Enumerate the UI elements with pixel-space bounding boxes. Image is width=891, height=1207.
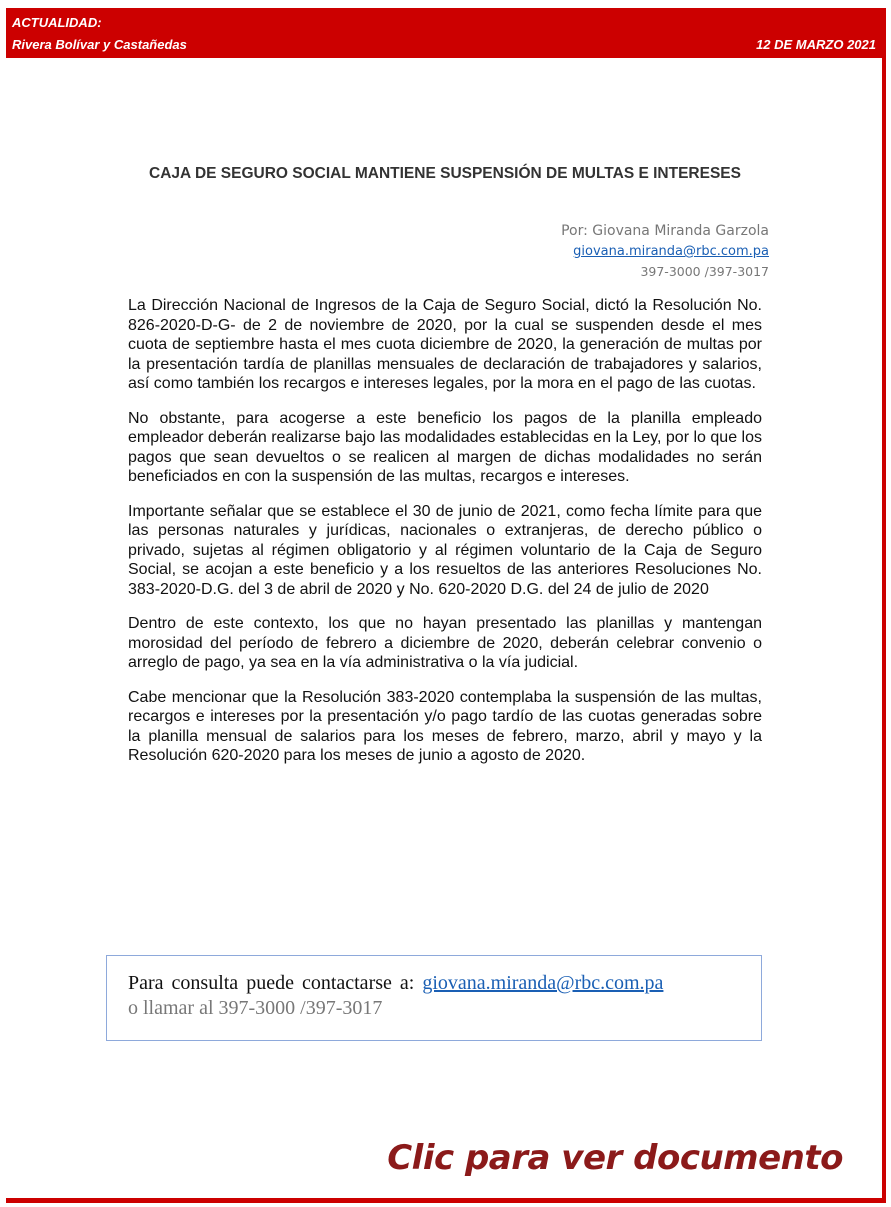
article-title: CAJA DE SEGURO SOCIAL MANTIENE SUSPENSIÓN DE MULTAS E INTERESES <box>149 165 741 182</box>
header-banner <box>6 8 886 58</box>
byline-email-link[interactable]: giovana.miranda@rbc.com.pa <box>573 244 769 259</box>
page-top-margin <box>0 0 891 7</box>
contact-box <box>106 955 762 1041</box>
contact-phone: o llamar al 397-3000 /397-3017 <box>128 997 383 1019</box>
right-border <box>882 58 886 1201</box>
article-body <box>128 296 762 781</box>
paragraph: Importante señalar que se establece el 30 de junio de 2021, como fecha límite para que las personas naturales y jurídicas, nacionales o extranjeras, de derecho público o privado, sujetas al régimen obligatorio y al régimen voluntario de la Caja de Seguro Social, se acojan a este beneficio y a los resueltos de las anteriores Resoluciones No. 383-2020-D.G. del 3 de abril de 2020 y No. 620-2020 D.G. del 24 de julio de 2020 <box>128 502 762 598</box>
publication-date: 12 DE MARZO 2021 <box>756 37 876 52</box>
view-document-link[interactable]: Clic para ver documento <box>387 1138 843 1178</box>
paragraph: Cabe mencionar que la Resolución 383-2020 contemplaba la suspensión de las multas, recargos e intereses por la presentación y/o pago tardío de las cuotas generadas sobre la planilla mensual de salarios para los meses de febrero, marzo, abril y mayo y la Resolución 620-2020 para los meses de junio a agosto de 2020. <box>128 688 762 764</box>
bottom-border <box>6 1198 886 1203</box>
byline-phone: 397-3000 /397-3017 <box>640 264 769 279</box>
paragraph: Dentro de este contexto, los que no hayan presentado las planillas y mantengan morosidad del período de febrero a diciembre de 2020, deberán celebrar convenio o arreglo de pago, ya sea en la vía administrativa o la vía judicial. <box>128 615 762 671</box>
contact-line <box>128 971 764 996</box>
paragraph: No obstante, para acogerse a este beneficio los pagos de la planilla empleado empleador deberán realizarse bajo las modalidades establecidas en la Ley, por lo que los pagos que sean devueltos o se realicen al margen de dichas modalidades no serán beneficiados en con la suspensión de las multas, recargos e intereses. <box>128 409 762 485</box>
byline-author: Por: Giovana Miranda Garzola <box>561 223 769 239</box>
firm-name: Rivera Bolívar y Castañedas <box>12 37 187 52</box>
contact-lead: Para consulta puede contactarse a: <box>128 972 415 994</box>
section-tag: ACTUALIDAD: <box>12 15 102 30</box>
paragraph: La Dirección Nacional de Ingresos de la Caja de Seguro Social, dictó la Resolución No. 826-2020-D-G- de 2 de noviembre de 2020, por la cual se suspenden desde el mes cuota de septiembre hasta el mes cuota diciembre de 2020, la generación de multas por la presentación tardía de planillas mensuales de declaración de trabajadores y salarios, así como también los recargos e intereses legales, por la mora en el pago de las cuotas. <box>128 297 762 392</box>
contact-email-link[interactable]: giovana.miranda@rbc.com.pa <box>422 972 664 994</box>
byline <box>561 220 769 282</box>
